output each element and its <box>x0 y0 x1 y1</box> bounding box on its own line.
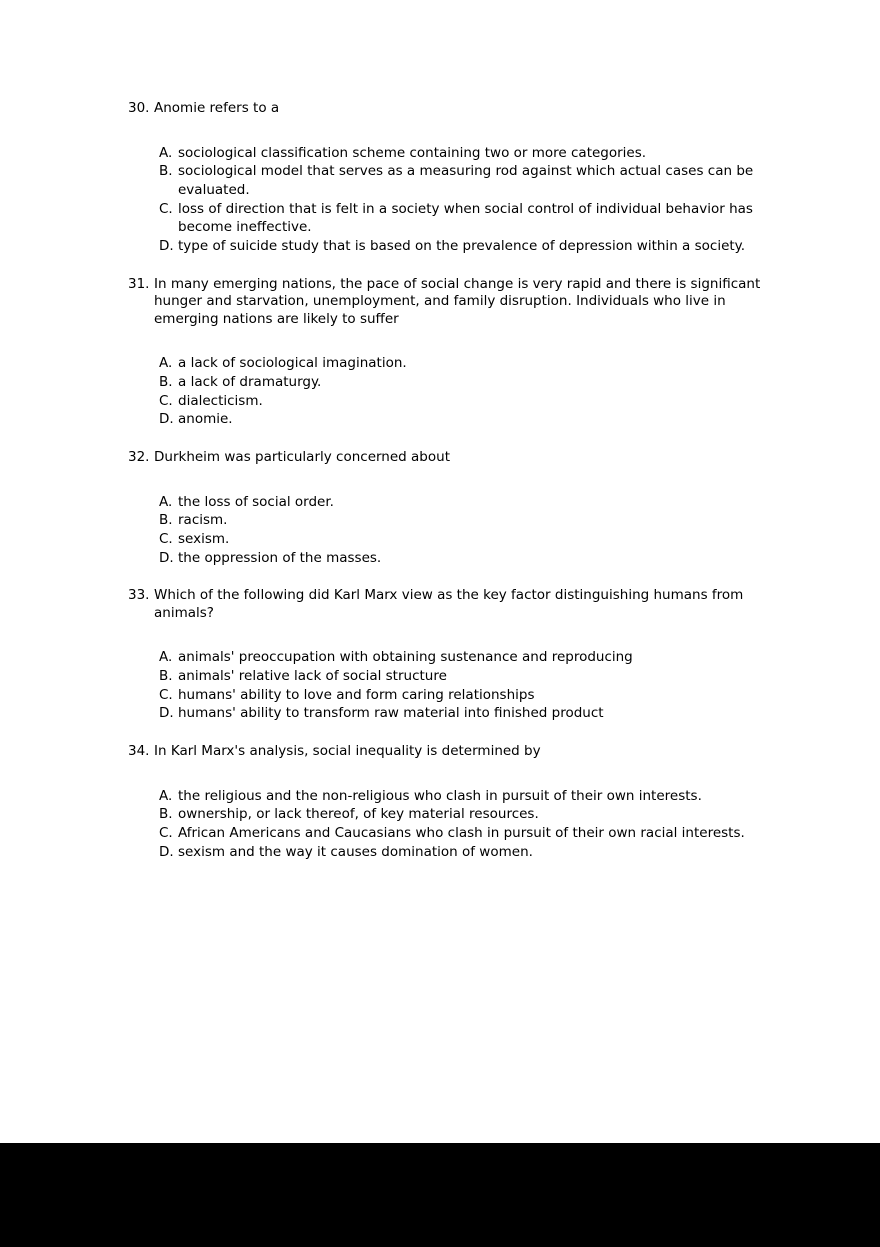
choice-item[interactable] <box>159 667 770 686</box>
choice-text: racism. <box>178 512 228 529</box>
choice-letter: C. <box>159 392 173 409</box>
question-number: 31. <box>128 275 150 292</box>
choice-list <box>159 787 770 862</box>
choice-text: African Americans and Caucasians who clash in pursuit of their own racial interests. <box>178 825 745 842</box>
choice-text: the oppression of the masses. <box>178 549 382 566</box>
question-text: In many emerging nations, the pace of social change is very rapid and there is significant hunger and starvation, unemployment, and family disruption. Individuals who live in emerging nations are likely to suffer <box>154 275 761 327</box>
choice-list <box>159 144 770 256</box>
choice-text: animals' relative lack of social structure <box>178 668 447 685</box>
question-heading <box>128 449 770 467</box>
question-text: In Karl Marx's analysis, social inequality is determined by <box>154 743 541 760</box>
choice-item[interactable] <box>159 237 770 256</box>
choice-letter: A. <box>159 144 173 161</box>
choice-item[interactable] <box>159 686 770 705</box>
choice-text: animals' preoccupation with obtaining sustenance and reproducing <box>178 649 633 666</box>
choice-item[interactable] <box>159 843 770 862</box>
choice-letter: B. <box>159 373 173 390</box>
question-heading <box>128 276 770 329</box>
question-item <box>128 276 770 429</box>
question-item <box>128 449 770 567</box>
choice-letter: B. <box>159 806 173 823</box>
choice-letter: C. <box>159 200 173 217</box>
choice-item[interactable] <box>159 200 770 237</box>
choice-letter: C. <box>159 686 173 703</box>
choice-item[interactable] <box>159 824 770 843</box>
choice-text: ownership, or lack thereof, of key material resources. <box>178 806 539 823</box>
choice-text: the loss of social order. <box>178 493 334 510</box>
choice-letter: D. <box>159 843 174 860</box>
choice-letter: B. <box>159 668 173 685</box>
choice-letter: C. <box>159 530 173 547</box>
choice-item[interactable] <box>159 549 770 568</box>
choice-item[interactable] <box>159 704 770 723</box>
choice-letter: D. <box>159 549 174 566</box>
question-text: Which of the following did Karl Marx view as the key factor distinguishing humans from animals? <box>154 587 744 621</box>
choice-text: sociological model that serves as a measuring rod against which actual cases can be evaluated. <box>178 163 754 198</box>
choice-item[interactable] <box>159 493 770 512</box>
question-heading <box>128 587 770 622</box>
choice-letter: B. <box>159 163 173 180</box>
choice-text: loss of direction that is felt in a society when social control of individual behavior has become ineffective. <box>178 200 753 236</box>
choice-item[interactable] <box>159 162 770 199</box>
choice-item[interactable] <box>159 373 770 392</box>
choice-text: a lack of sociological imagination. <box>178 355 407 372</box>
choice-letter: C. <box>159 825 173 842</box>
question-item <box>128 100 770 256</box>
choice-item[interactable] <box>159 144 770 163</box>
choice-item[interactable] <box>159 392 770 411</box>
question-text: Durkheim was particularly concerned about <box>154 449 450 466</box>
question-number: 32. <box>128 449 150 466</box>
choice-list <box>159 648 770 723</box>
choice-letter: A. <box>159 493 173 510</box>
choice-text: sociological classification scheme containing two or more categories. <box>178 144 647 161</box>
choice-item[interactable] <box>159 410 770 429</box>
choice-list <box>159 493 770 568</box>
choice-text: sexism and the way it causes domination of women. <box>178 843 533 860</box>
choice-item[interactable] <box>159 354 770 373</box>
question-item <box>128 743 770 861</box>
choice-letter: A. <box>159 649 173 666</box>
choice-item[interactable] <box>159 787 770 806</box>
page-footer-bar <box>0 1143 880 1247</box>
choice-letter: D. <box>159 238 174 255</box>
choice-item[interactable] <box>159 530 770 549</box>
choice-letter: A. <box>159 787 173 804</box>
choice-list <box>159 354 770 429</box>
question-heading <box>128 743 770 761</box>
question-number: 33. <box>128 587 150 604</box>
choice-text: sexism. <box>178 530 230 547</box>
choice-letter: D. <box>159 705 174 722</box>
question-number: 34. <box>128 743 150 760</box>
choice-text: a lack of dramaturgy. <box>178 373 322 390</box>
choice-text: humans' ability to transform raw material into finished product <box>178 705 604 722</box>
choice-letter: D. <box>159 411 174 428</box>
choice-text: the religious and the non-religious who clash in pursuit of their own interests. <box>178 787 702 804</box>
question-number: 30. <box>128 100 150 116</box>
choice-text: anomie. <box>178 411 233 428</box>
choice-text: humans' ability to love and form caring relationships <box>178 686 535 703</box>
choice-item[interactable] <box>159 805 770 824</box>
question-text: Anomie refers to a <box>154 100 280 116</box>
question-item <box>128 587 770 723</box>
choice-item[interactable] <box>159 648 770 667</box>
choice-item[interactable] <box>159 511 770 530</box>
question-heading <box>128 100 770 118</box>
choice-text: type of suicide study that is based on the prevalence of depression within a society. <box>178 238 746 255</box>
choice-letter: B. <box>159 512 173 529</box>
choice-text: dialecticism. <box>178 392 263 409</box>
choice-letter: A. <box>159 355 173 372</box>
